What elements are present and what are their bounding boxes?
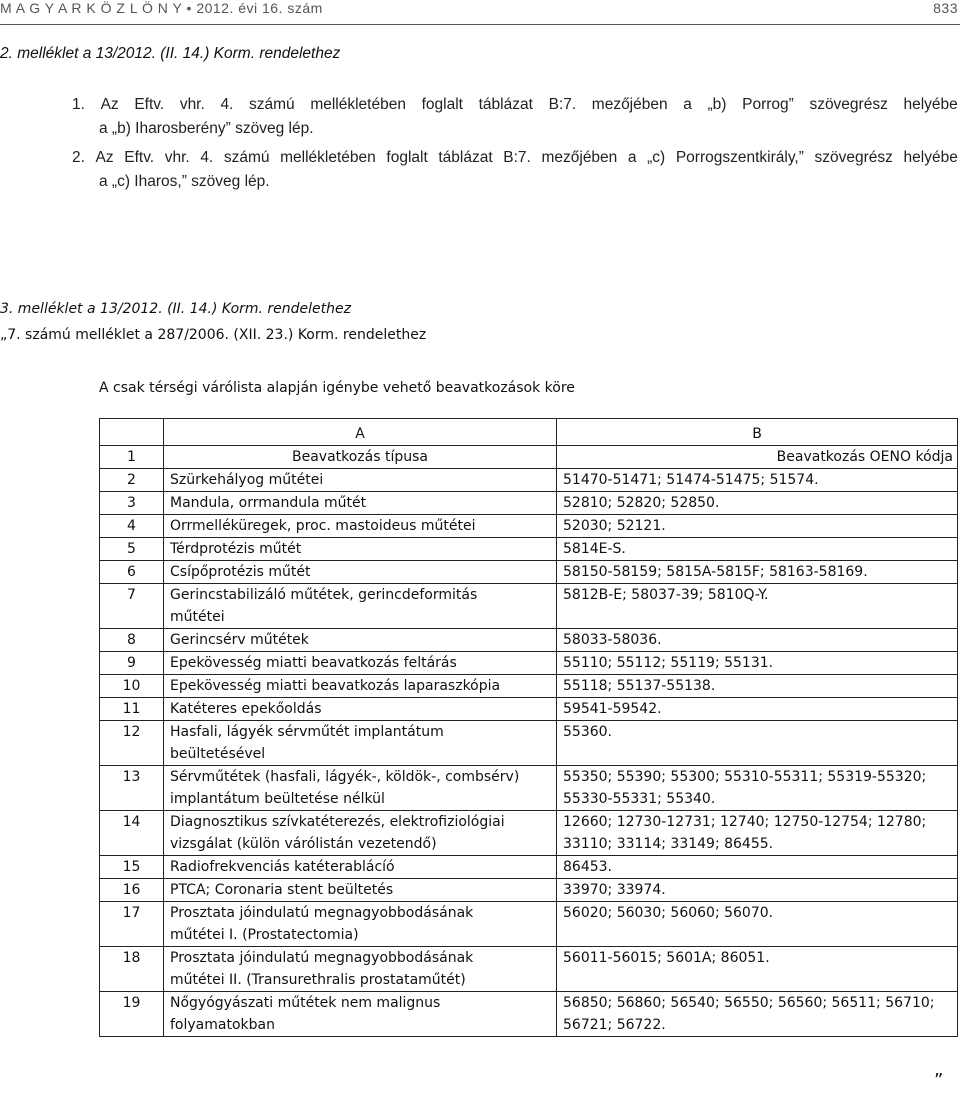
table-row bbox=[100, 629, 958, 652]
row-number bbox=[100, 629, 164, 652]
table-row bbox=[100, 992, 958, 1037]
word: számú bbox=[249, 96, 295, 113]
word: „c) bbox=[647, 149, 666, 166]
column-a-header: Beavatkozás típusa bbox=[164, 446, 557, 469]
intervention-type bbox=[164, 584, 557, 629]
table-row bbox=[100, 698, 958, 721]
row-number-line: 13 bbox=[122, 769, 141, 785]
row-number bbox=[100, 469, 164, 492]
table-heading: A csak térségi várólista alapján igénybe vehető beavatkozások köre bbox=[99, 380, 575, 396]
intervention-type-line: PTCA; Coronaria stent beültetés bbox=[170, 882, 394, 898]
oeno-code-line: 56020; 56030; 56060; 56070. bbox=[563, 905, 774, 921]
interventions-table bbox=[99, 418, 958, 1037]
row-number bbox=[100, 515, 164, 538]
word: helyébe bbox=[903, 96, 958, 113]
table-row bbox=[100, 561, 958, 584]
row-number bbox=[100, 947, 164, 992]
row-number bbox=[100, 811, 164, 856]
oeno-code-line: 5812B-E; 58037-39; 5810Q-Y. bbox=[563, 587, 769, 603]
word: számú bbox=[223, 149, 270, 166]
oeno-code-line: 5814E-S. bbox=[563, 541, 626, 557]
oeno-code-line: 55118; 55137-55138. bbox=[563, 678, 716, 694]
intervention-type bbox=[164, 561, 557, 584]
intervention-type bbox=[164, 811, 557, 856]
oeno-code-line: 56850; 56860; 56540; 56550; 56560; 56511; 56710; bbox=[563, 995, 935, 1011]
annex-3-subtitle: „7. számú melléklet a 287/2006. (XII. 23.) Korm. rendelethez bbox=[0, 327, 427, 343]
oeno-code-line: 55330-55331; 55340. bbox=[563, 791, 716, 807]
row-number bbox=[100, 584, 164, 629]
word: Az bbox=[100, 96, 119, 113]
oeno-code bbox=[557, 992, 958, 1037]
intervention-type-line: beültetésével bbox=[170, 746, 266, 762]
oeno-code bbox=[557, 584, 958, 629]
intervention-type-line: Nőgyógyászati műtétek nem malignus bbox=[170, 995, 441, 1011]
intervention-type-line: Szürkehályog műtétei bbox=[170, 472, 324, 488]
row-number bbox=[100, 721, 164, 766]
oeno-code-line: 52810; 52820; 52850. bbox=[563, 495, 720, 511]
oeno-code bbox=[557, 652, 958, 675]
intervention-type bbox=[164, 902, 557, 947]
intervention-type-line: implantátum beültetése nélkül bbox=[170, 791, 385, 807]
column-b-header: Beavatkozás OENO kódja bbox=[557, 446, 958, 469]
oeno-code-line: 33110; 33114; 33149; 86455. bbox=[563, 836, 774, 852]
row-number-line: 10 bbox=[122, 678, 141, 694]
word: a bbox=[683, 96, 692, 113]
oeno-code-line: 56011-56015; 5601A; 86051. bbox=[563, 950, 770, 966]
intervention-type bbox=[164, 515, 557, 538]
table-header-row bbox=[100, 446, 958, 469]
table-row bbox=[100, 856, 958, 879]
oeno-code-line: 58033-58036. bbox=[563, 632, 662, 648]
table-row bbox=[100, 811, 958, 856]
oeno-code-line: 56721; 56722. bbox=[563, 1017, 666, 1033]
intervention-type-line: Mandula, orrmandula műtét bbox=[170, 495, 367, 511]
word: „b) bbox=[707, 96, 727, 113]
oeno-code bbox=[557, 492, 958, 515]
oeno-code bbox=[557, 856, 958, 879]
annex-2-paragraph-2-line-2: a „c) Iharos,” szöveg lép. bbox=[99, 173, 270, 190]
oeno-code-line: 12660; 12730-12731; 12740; 12750-12754; 12780; bbox=[563, 814, 927, 830]
word: mezőjében bbox=[541, 149, 618, 166]
word: mellékletében bbox=[280, 149, 376, 166]
row-number: 1 bbox=[100, 446, 164, 469]
table-row bbox=[100, 766, 958, 811]
word: Eftv. bbox=[124, 149, 155, 166]
oeno-code-line: 55110; 55112; 55119; 55131. bbox=[563, 655, 774, 671]
oeno-code bbox=[557, 561, 958, 584]
word: Porrog” bbox=[742, 96, 794, 113]
table-row bbox=[100, 492, 958, 515]
intervention-type bbox=[164, 698, 557, 721]
row-number-line: 17 bbox=[122, 905, 141, 921]
row-number-line: 19 bbox=[122, 995, 141, 1011]
intervention-type-line: Térdprotézis műtét bbox=[170, 541, 302, 557]
table-row bbox=[100, 515, 958, 538]
table-row bbox=[100, 947, 958, 992]
word: vhr. bbox=[179, 96, 205, 113]
oeno-code bbox=[557, 721, 958, 766]
row-number-line: 9 bbox=[127, 655, 136, 671]
oeno-code-line: 33970; 33974. bbox=[563, 882, 666, 898]
row-number-line: 18 bbox=[122, 950, 141, 966]
intervention-type-line: Gerincstabilizáló műtétek, gerincdeformitás bbox=[170, 587, 478, 603]
intervention-type-line: Sérvműtétek (hasfali, lágyék-, köldök-, combsérv) bbox=[170, 769, 520, 785]
intervention-type-line: műtétei I. (Prostatectomia) bbox=[170, 927, 359, 943]
intervention-type bbox=[164, 721, 557, 766]
word: foglalt bbox=[421, 96, 463, 113]
oeno-code-line: 86453. bbox=[563, 859, 612, 875]
oeno-code bbox=[557, 811, 958, 856]
word: B:7. bbox=[548, 96, 577, 113]
word: 1. bbox=[72, 96, 85, 113]
column-a-letter: A bbox=[164, 419, 557, 446]
row-number bbox=[100, 675, 164, 698]
row-number-line: 3 bbox=[127, 495, 136, 511]
intervention-type bbox=[164, 492, 557, 515]
row-number bbox=[100, 492, 164, 515]
closing-quote: ” bbox=[934, 1070, 944, 1091]
annex-2-paragraph-1-line-1 bbox=[72, 96, 958, 114]
row-number-line: 4 bbox=[127, 518, 136, 534]
intervention-type bbox=[164, 675, 557, 698]
intervention-type bbox=[164, 538, 557, 561]
word: táblázat bbox=[438, 149, 493, 166]
intervention-type-line: Diagnosztikus szívkatéterezés, elektrofiziológiai bbox=[170, 814, 505, 830]
row-number-line: 12 bbox=[122, 724, 141, 740]
oeno-code bbox=[557, 947, 958, 992]
row-number-line: 5 bbox=[127, 541, 136, 557]
oeno-code bbox=[557, 469, 958, 492]
word: B:7. bbox=[503, 149, 531, 166]
header-divider bbox=[0, 24, 960, 25]
table-row bbox=[100, 469, 958, 492]
row-number bbox=[100, 879, 164, 902]
row-number-line: 15 bbox=[122, 859, 141, 875]
annex-2-title: 2. melléklet a 13/2012. (II. 14.) Korm. rendelethez bbox=[0, 45, 341, 62]
intervention-type bbox=[164, 992, 557, 1037]
intervention-type-line: Radiofrekvenciás katéterablácíó bbox=[170, 859, 395, 875]
word: Porrogszentkirály,” bbox=[675, 149, 804, 166]
table-row bbox=[100, 721, 958, 766]
word: Eftv. bbox=[134, 96, 165, 113]
oeno-code bbox=[557, 675, 958, 698]
intervention-type-line: Katéteres epekőoldás bbox=[170, 701, 322, 717]
oeno-code bbox=[557, 766, 958, 811]
intervention-type-line: műtétei bbox=[170, 609, 225, 625]
row-number-line: 7 bbox=[127, 587, 136, 603]
annex-2-paragraph-2-line-1 bbox=[72, 149, 958, 167]
oeno-code-line: 55350; 55390; 55300; 55310-55311; 55319-55320; bbox=[563, 769, 927, 785]
intervention-type-line: Hasfali, lágyék sérvműtét implantátum bbox=[170, 724, 444, 740]
row-number bbox=[100, 698, 164, 721]
word: mezőjében bbox=[591, 96, 668, 113]
row-number bbox=[100, 902, 164, 947]
intervention-type-line: Prosztata jóindulatú megnagyobbodásának bbox=[170, 905, 474, 921]
word: szövegrész bbox=[809, 96, 888, 113]
row-number-line: 14 bbox=[122, 814, 141, 830]
oeno-code bbox=[557, 698, 958, 721]
intervention-type bbox=[164, 856, 557, 879]
oeno-code bbox=[557, 902, 958, 947]
word: táblázat bbox=[478, 96, 533, 113]
row-number bbox=[100, 538, 164, 561]
oeno-code-line: 51470-51471; 51474-51475; 51574. bbox=[563, 472, 819, 488]
oeno-code-line: 55360. bbox=[563, 724, 612, 740]
intervention-type-line: Gerincsérv műtétek bbox=[170, 632, 309, 648]
row-number bbox=[100, 766, 164, 811]
table-column-letters-row bbox=[100, 419, 958, 446]
table-row bbox=[100, 902, 958, 947]
table-row bbox=[100, 584, 958, 629]
running-header: M A G Y A R K Ö Z L Ö N Y • 2012. évi 16. szám bbox=[0, 0, 323, 16]
intervention-type bbox=[164, 947, 557, 992]
word: 2. bbox=[72, 149, 85, 166]
row-number bbox=[100, 652, 164, 675]
intervention-type bbox=[164, 879, 557, 902]
oeno-code bbox=[557, 538, 958, 561]
oeno-code bbox=[557, 515, 958, 538]
intervention-type-line: Prosztata jóindulatú megnagyobbodásának bbox=[170, 950, 474, 966]
intervention-type-line: folyamatokban bbox=[170, 1017, 275, 1033]
table-row bbox=[100, 879, 958, 902]
intervention-type bbox=[164, 652, 557, 675]
row-number-line: 8 bbox=[127, 632, 136, 648]
intervention-type-line: Csípőprotézis műtét bbox=[170, 564, 311, 580]
word: mellékletében bbox=[310, 96, 406, 113]
word: a bbox=[627, 149, 637, 166]
table-row bbox=[100, 538, 958, 561]
word: Az bbox=[95, 149, 114, 166]
row-number-line: 16 bbox=[122, 882, 141, 898]
word: szövegrész bbox=[814, 149, 893, 166]
intervention-type bbox=[164, 629, 557, 652]
intervention-type bbox=[164, 766, 557, 811]
intervention-type-line: Epekövesség miatti beavatkozás laparaszkópia bbox=[170, 678, 501, 694]
oeno-code-line: 58150-58159; 5815A-5815F; 58163-58169. bbox=[563, 564, 868, 580]
table-row bbox=[100, 675, 958, 698]
oeno-code-line: 52030; 52121. bbox=[563, 518, 666, 534]
oeno-code bbox=[557, 629, 958, 652]
word: 4. bbox=[220, 96, 234, 113]
intervention-type-line: vizsgálat (külön várólistán vezetendő) bbox=[170, 836, 437, 852]
page-number: 833 bbox=[933, 0, 958, 16]
table-corner-cell bbox=[100, 419, 164, 446]
word: 4. bbox=[200, 149, 214, 166]
intervention-type-line: Epekövesség miatti beavatkozás feltárás bbox=[170, 655, 457, 671]
column-b-letter: B bbox=[557, 419, 958, 446]
intervention-type-line: műtétei II. (Transurethralis prostataműtét) bbox=[170, 972, 466, 988]
intervention-type bbox=[164, 469, 557, 492]
row-number-line: 6 bbox=[127, 564, 136, 580]
word: foglalt bbox=[386, 149, 428, 166]
row-number bbox=[100, 856, 164, 879]
row-number-line: 11 bbox=[122, 701, 141, 717]
intervention-type-line: Orrmelléküregek, proc. mastoideus műtétei bbox=[170, 518, 476, 534]
oeno-code bbox=[557, 879, 958, 902]
oeno-code-line: 59541-59542. bbox=[563, 701, 662, 717]
word: vhr. bbox=[164, 149, 190, 166]
word: helyébe bbox=[903, 149, 958, 166]
annex-2-paragraph-1-line-2: a „b) Iharosberény” szöveg lép. bbox=[99, 120, 314, 137]
table-row bbox=[100, 652, 958, 675]
row-number-line: 2 bbox=[127, 472, 136, 488]
row-number bbox=[100, 992, 164, 1037]
annex-3-title: 3. melléklet a 13/2012. (II. 14.) Korm. rendelethez bbox=[0, 301, 351, 317]
row-number bbox=[100, 561, 164, 584]
